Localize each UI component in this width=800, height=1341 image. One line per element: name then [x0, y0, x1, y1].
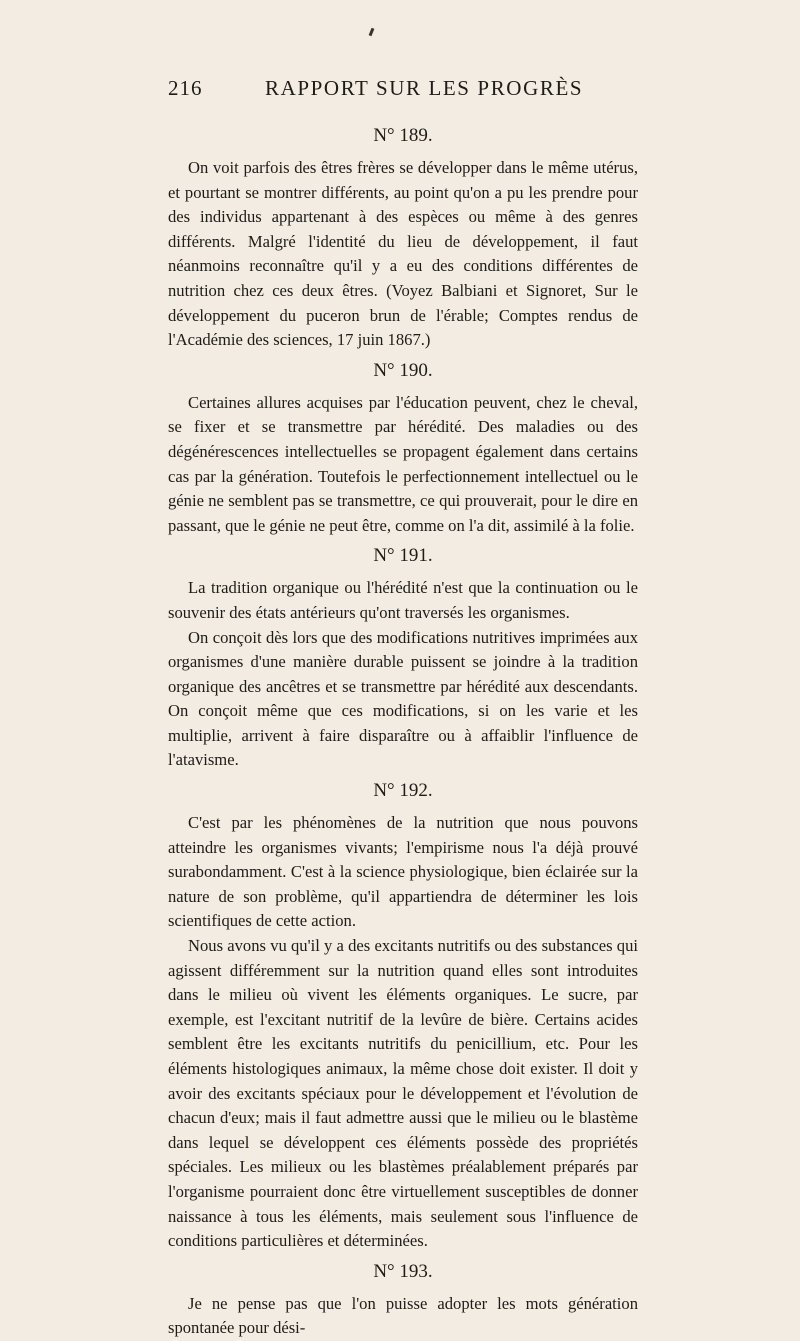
section-title: N° 192. [373, 780, 433, 802]
section-title: N° 190. [373, 359, 433, 381]
paragraph: La tradition organique ou l'hérédité n'est que la continuation ou le souvenir des états antérieurs qu'ont traversés les organismes. [168, 578, 638, 622]
paragraph: On conçoit dès lors que des modifications nutritives imprimées aux organismes d'une manière durable puissent se joindre à la tradition organique des ancêtres et se transmettre par hérédité aux descendants. On conçoit même que ces modifications, si on les varie et les multiplie, arrivent à faire disparaître ou à affaiblir l'influence de l'atavisme. [168, 627, 638, 770]
ink-mark [369, 28, 375, 37]
page-number: 216 [168, 76, 203, 100]
paragraph: C'est par les phénomènes de la nutrition que nous pouvons atteindre les organismes vivants; l'empirisme nous l'a déjà prouvé surabondamment. C'est à la science physiologique, bien éclairée sur la nature de son problème, qu'il appartiendra de déterminer les lois scientifiques de cette action. [168, 813, 638, 931]
paragraph: On voit parfois des êtres frères se développer dans le même utérus, et pourtant se montrer différents, au point qu'on a pu les prendre pour des individus appartenant à des espèces ou même à des genres différents. Malgré l'identité du lieu de développement, il faut néanmoins reconnaître qu'il y a eu des conditions différentes de nutrition chez ces deux êtres. (Voyez Balbiani et Signoret, Sur le développement du puceron brun de l'érable; Comptes rendus de l'Académie des sciences, 17 juin 1867.) [168, 158, 638, 350]
page-header [168, 76, 638, 106]
paragraph: Je ne pense pas que l'on puisse adopter les mots génération spontanée pour dési- [168, 1293, 638, 1338]
paragraph: Nous avons vu qu'il y a des excitants nutritifs ou des substances qui agissent différemment sur la nutrition quand elles sont introduites dans le milieu où vivent les éléments organiques. Le sucre, par exemple, est l'excitant nutritif de la levûre de bière. Certains acides semblent être les excitants nutritifs du penicillium, etc. Pour les éléments histologiques animaux, la même chose doit exister. Il doit y avoir des excitants spéciaux pour le développement et l'évolution de chacun d'eux; mais il faut admettre aussi que le milieu ou le blastème dans lequel se développent ces éléments possède des propriétés spéciales. Les milieux ou les blastèmes préalablement préparés par l'organisme pourraient donc être virtuellement susceptibles de donner naissance à tous les éléments, mais seulement sous l'influence de conditions particulières et déterminées. [168, 936, 638, 1251]
section-title: N° 193. [373, 1260, 433, 1282]
section-title: N° 189. [373, 125, 433, 146]
main-text [168, 120, 638, 1341]
running-title: RAPPORT SUR LES PROGRÈS [265, 76, 584, 100]
paragraph: Certaines allures acquises par l'éducation peuvent, chez le cheval, se fixer et se transmettre par hérédité. Des maladies ou des dégénérescences intellectuelles se propagent également dans certains cas par la génération. Toutefois le perfectionnement intellectuel ou le génie ne semblent pas se transmettre, ce qui prouverait, pour le dire en passant, que le génie ne peut être, comme on l'a dit, assimilé à la folie. [168, 392, 638, 535]
section-title: N° 191. [373, 545, 433, 567]
